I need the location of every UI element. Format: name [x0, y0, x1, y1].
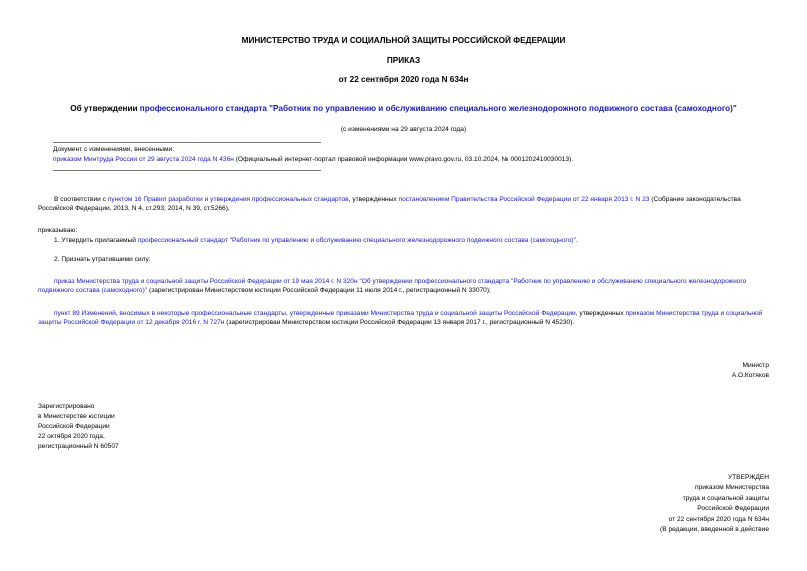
doc-type-heading: ПРИКАЗ — [386, 56, 421, 65]
changes-intro: Документ с изменениями, внесенными: — [53, 146, 175, 153]
preamble-paragraph — [38, 195, 769, 214]
title-standard-link[interactable]: профессионального стандарта "Работник по управлению и обслуживанию специального железнодорожного подвижного состава (самоходного)" — [139, 104, 737, 113]
prof-standard-link[interactable]: профессиональный стандарт "Работник по управлению и обслуживанию специального железнодорожного подвижного состава (самоходного)" — [137, 237, 576, 244]
approved-line: труда и социальной защиты — [682, 494, 769, 502]
approved-line: от 22 сентября 2020 года N 634н — [668, 515, 769, 523]
registration-block — [38, 402, 119, 452]
repealed-2-rest: (зарегистрирован Министерством юстиции Российской Федерации 13 января 2017 г., регистрационный N 45230). — [224, 319, 575, 327]
government-decree-link[interactable]: постановлением Правительства Российской Федерации от 22 января 2013 г. N 23 — [398, 196, 650, 203]
point-89-link[interactable]: пункт 89 Изменений, вносимых в некоторые профессиональные стандарты, утвержденные приказами Министерства труда и социальной защиты Российской Федерации — [54, 310, 576, 317]
repealed-paragraph-2 — [38, 309, 769, 328]
repealed-order-320n-link[interactable]: приказ Министерства труда и социальной защиты Российской Федерации от 19 мая 2014 г. N 320н "Об утверждении профессионального стандарта "Работник по управлению и обслуживанию специального железнодорожного подвижного состава (самоходного)" — [38, 278, 747, 295]
registration-line: 22 октября 2020 года, — [38, 433, 105, 440]
changes-top-divider — [53, 142, 321, 143]
item-1-suffix: . — [575, 237, 578, 244]
approved-line: (В редакции, введенной в действие — [660, 526, 769, 534]
signature-position: Министр — [742, 362, 769, 369]
preamble-text-2: , утвержденных — [348, 196, 399, 203]
repealed-2-part: , утвержденных — [575, 310, 626, 317]
order-word: приказываю: — [38, 227, 78, 234]
ministry-heading: МИНИСТЕРСТВО ТРУДА И СОЦИАЛЬНОЙ ЗАЩИТЫ РОССИЙСКОЙ ФЕДЕРАЦИИ — [241, 36, 566, 45]
approved-block — [660, 473, 769, 535]
registration-line: регистрационный N 60507 — [38, 443, 119, 450]
item-1-prefix: 1. Утвердить прилагаемый — [54, 237, 138, 244]
repealed-1-rest: (зарегистрирован Министерством юстиции Российской Федерации 11 июля 2014 г., регистрационный N 33070); — [147, 287, 491, 295]
registration-line: Российской Федерации — [38, 423, 110, 430]
registration-line: в Министерстве юстиции — [38, 413, 115, 420]
changes-rest: (Официальный интернет-портал правовой информации www.pravo.gov.ru, 03.10.2024, № 0001202410030013). — [233, 156, 574, 163]
approved-line: УТВЕРЖДЕН — [727, 474, 769, 481]
approved-line: приказом Министерства — [694, 484, 769, 492]
preamble-text-1: В соответствии с — [54, 196, 108, 203]
signature-name: А.О.Котяков — [731, 372, 769, 379]
preamble-text-3: (Собрание законодательства Российской Федерации, 2013, N 4, ст.293; 2014, N 39, ст.5266), — [38, 196, 741, 213]
order-727n-link[interactable]: приказом Министерства труда и социальной защиты Российской Федерации от 12 декабря 2016 г. N 727н — [38, 310, 763, 327]
item-1 — [54, 236, 578, 245]
item-2: 2. Признать утратившими силу: — [54, 256, 151, 263]
repealed-paragraph-1 — [38, 277, 769, 296]
doc-date-number: от 22 сентября 2020 года N 634н — [338, 75, 469, 84]
approved-line: Российской Федерации — [697, 505, 769, 513]
changes-order-link[interactable]: приказом Минтруда России от 29 августа 2024 года N 436н — [53, 156, 234, 163]
changes-line — [53, 155, 573, 164]
title-prefix: Об утверждении — [70, 104, 140, 113]
page-title — [0, 104, 807, 114]
rules-point-16-link[interactable]: пунктом 16 Правил разработки и утверждения профессиональных стандартов — [107, 196, 349, 203]
amendments-note: (с изменениями на 29 августа 2024 года) — [340, 126, 467, 133]
changes-bottom-divider — [53, 170, 321, 171]
registration-line: Зарегистрировано — [38, 403, 95, 410]
